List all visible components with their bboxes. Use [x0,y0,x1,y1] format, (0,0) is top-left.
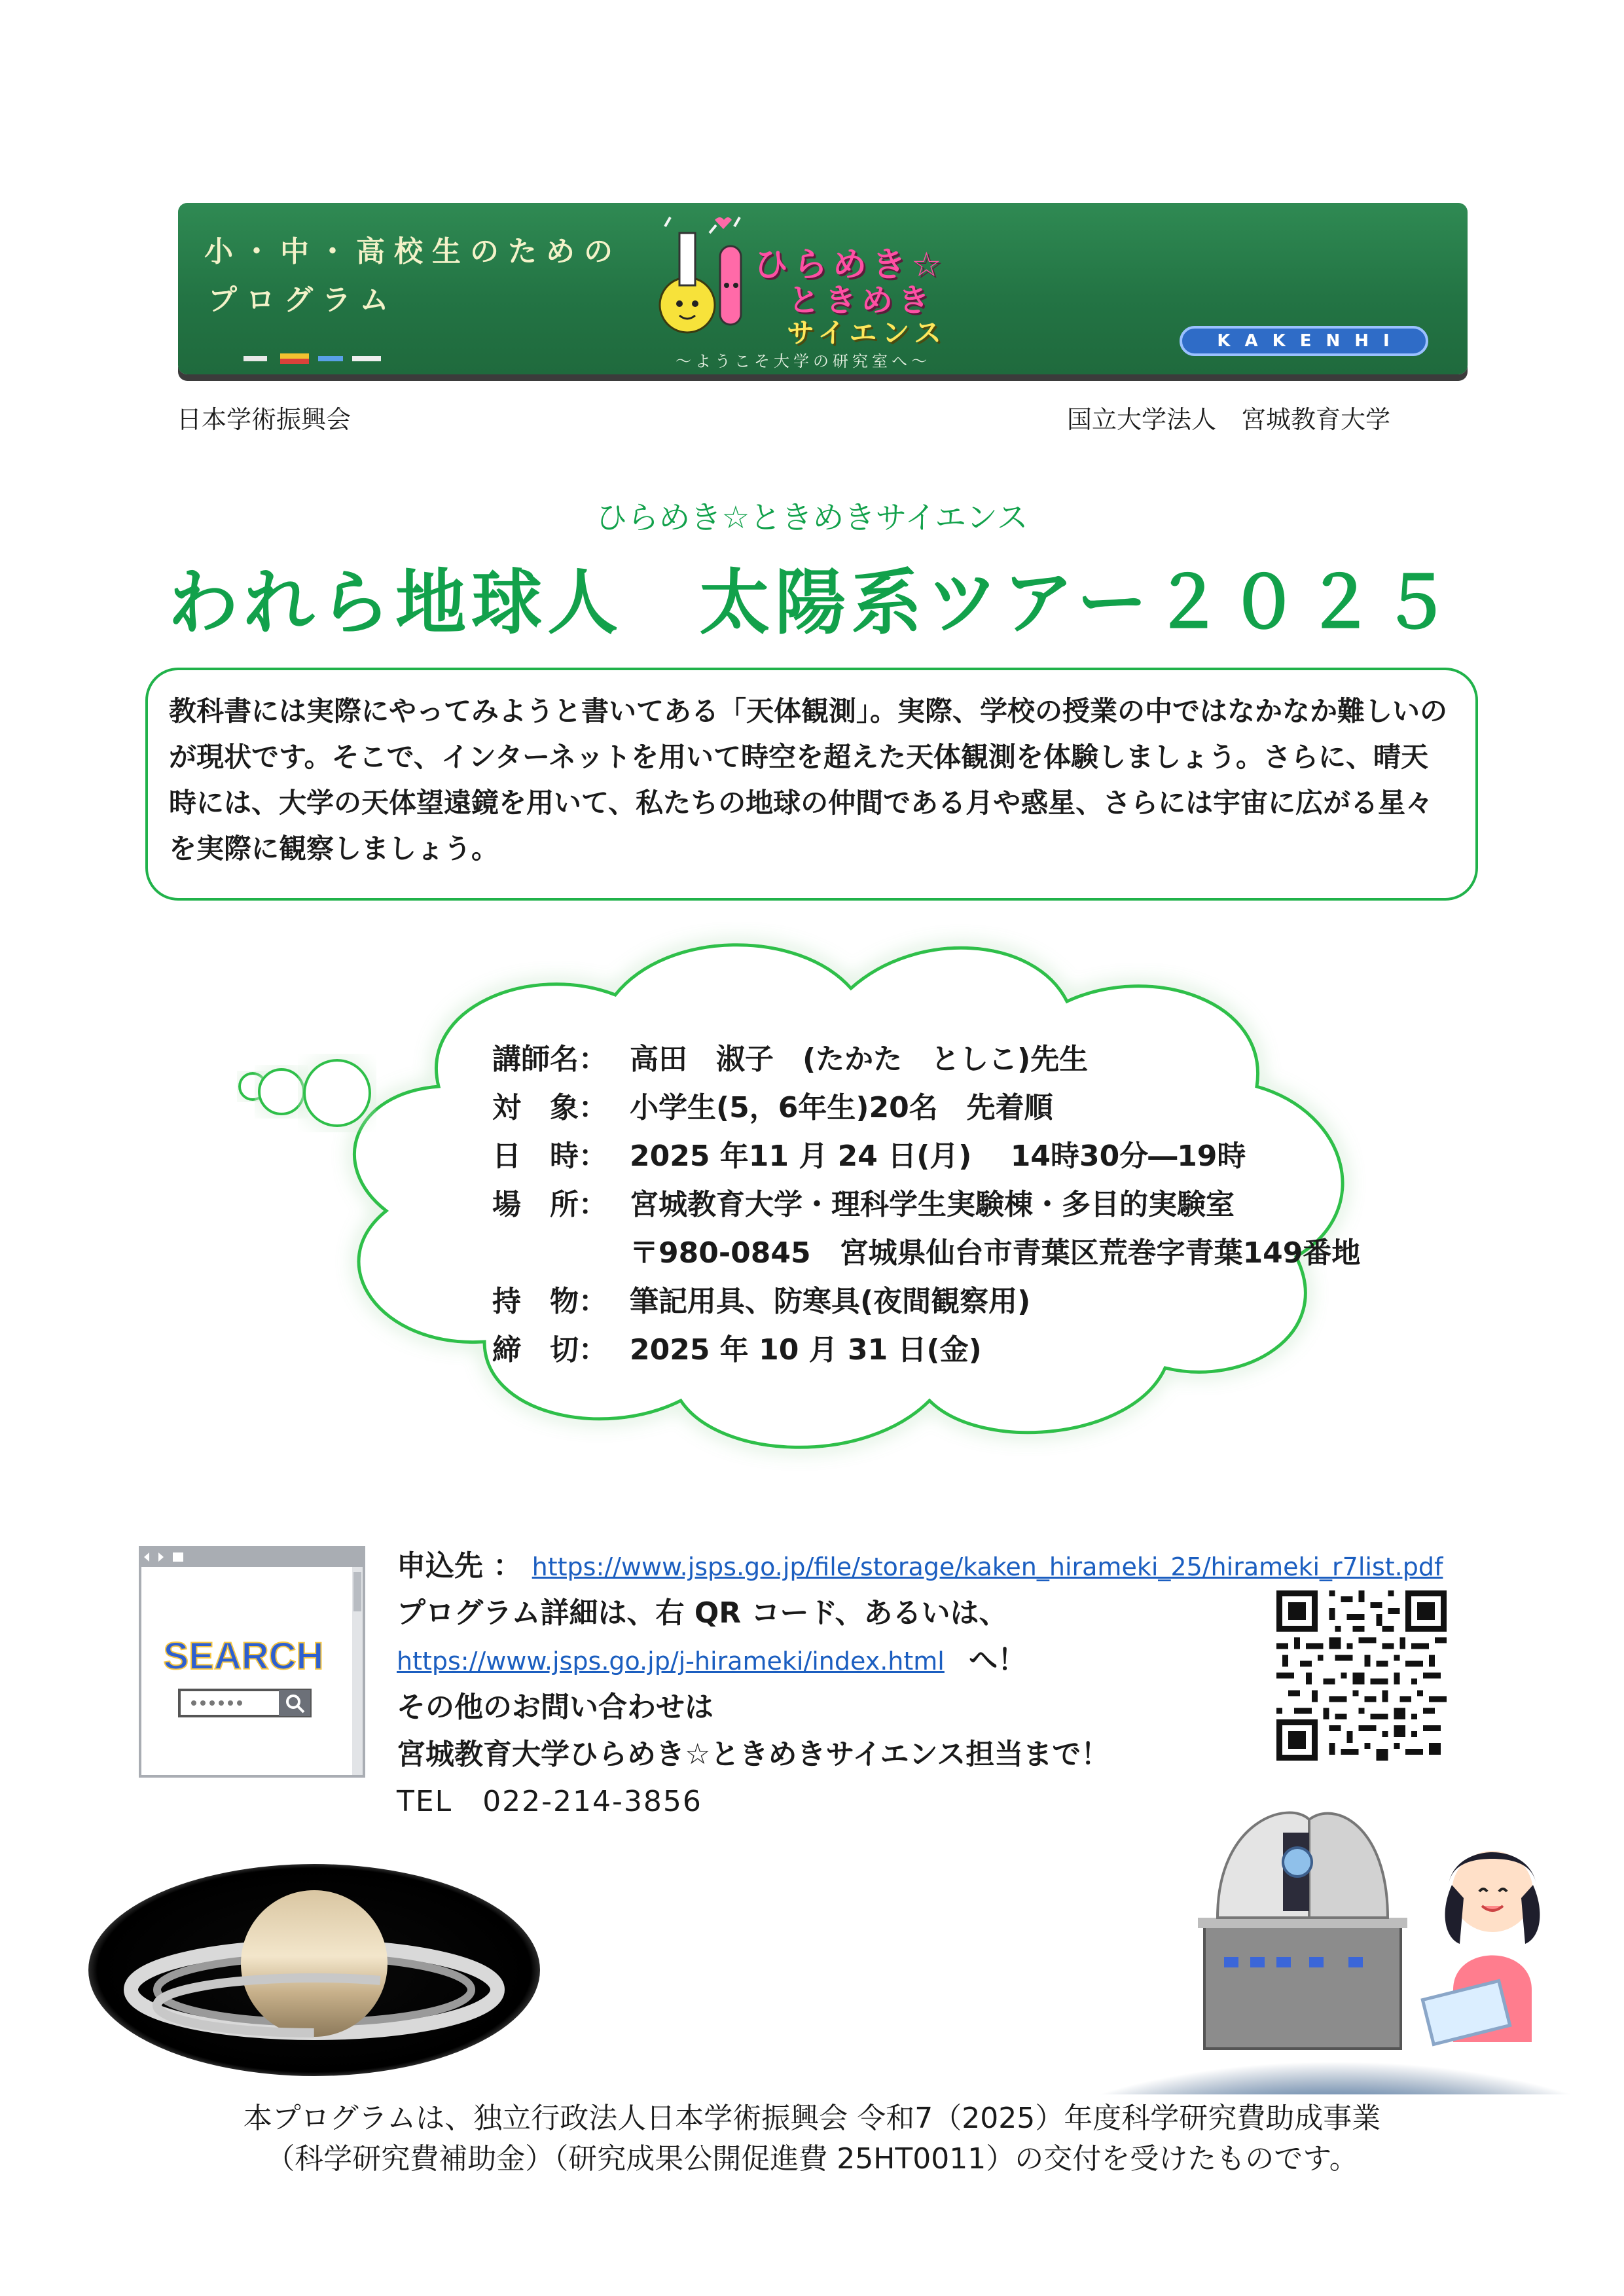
datetime-value: 2025 年11 月 24 日(月) 14時30分―19時 [630,1139,1246,1173]
detail-text: プログラム詳細は、右 QR コード、あるいは、 [397,1596,1008,1630]
address-value: 〒980-0845 宮城県仙台市青葉区荒巻字青葉149番地 [630,1236,1361,1270]
place-value: 宮城教育大学・理科学生実験棟・多目的実験室 [630,1188,1235,1221]
apply-link[interactable]: https://www.jsps.go.jp/file/storage/kaken_hirameki_25/hirameki_r7list.pdf [532,1552,1443,1581]
page-title: われら地球人 太陽系ツアー２０２５ [168,563,1456,642]
logo-tokimeki: ときめき [788,282,935,319]
address-row [630,1229,1360,1271]
items-row [492,1278,1030,1319]
logo-hirameki: ひらめき☆ [754,245,947,285]
datetime-row [492,1132,1246,1174]
items-label: 持 物： [492,1285,607,1318]
place-row [492,1181,1235,1223]
detail-link[interactable]: https://www.jsps.go.jp/j-hirameki/index.html [397,1647,945,1676]
place-label: 場 所： [492,1188,607,1221]
datetime-label: 日 時： [492,1139,607,1173]
kakenhi-badge: KAKENHI [1180,326,1428,356]
funding-note-line-2: （科学研究費補助金）（研究成果公開促進費 25HT0011）の交付を受けたものです。 [266,2142,1358,2176]
banner-audience-line: 小・中・高校生のための [204,235,622,268]
funding-note-line-1: 本プログラムは、独立行政法人日本学術振興会 令和7（2025）年度科学研究費助成事業 [243,2102,1381,2135]
organizer-jsps: 日本学術振興会 [177,405,352,434]
logo-science: サイエンス [787,317,947,349]
lecturer-row [492,1035,1088,1077]
target-row [492,1084,1053,1126]
apply-label: 申込先 ： [397,1549,522,1583]
target-value: 小学生(5，6年生)20名 先着順 [630,1091,1053,1124]
organizer-university: 国立大学法人 宮城教育大学 [1067,405,1391,434]
banner-program-line: プログラム [208,283,398,317]
search-browser-illustration [139,1546,365,1778]
tel-number: TEL 022-214-3856 [397,1785,702,1818]
program-subtitle: ひらめき☆ときめきサイエンス [596,499,1028,536]
lecturer-value: 高田 淑子 (たかた としこ)先生 [630,1043,1089,1076]
flask-mascots-icon [649,207,754,344]
deadline-value: 2025 年 10 月 31 日(金) [630,1333,982,1367]
program-banner [178,203,1468,374]
contact-line-1: その他のお問い合わせは [397,1691,713,1724]
observatory-illustration [1074,1793,1597,2094]
intro-text: 教科書には実際にやってみようと書いてある「天体観測」。実際、学校の授業の中ではなかなか難しいのが現状です。そこで、インターネットを用いて時空を超えた天体観測を体験しましょう。さらに、晴天時には、大学の天体望遠鏡を用いて、私たちの地球の仲間である月や惑星、さらには宇宙に広がる星々を実際に観察しましょう。 [169,695,1448,865]
saturn-illustration [79,1859,550,2081]
deadline-label: 締 切： [492,1333,607,1367]
search-word: SEARCH [163,1635,324,1677]
lecturer-label: 講師名： [492,1043,607,1076]
items-value: 筆記用具、防寒具(夜間観察用) [630,1285,1031,1318]
detail-row [397,1636,1026,1678]
apply-row [397,1542,1443,1584]
logo-welcome-text: 〜ようこそ大学の研究室へ〜 [676,352,931,370]
qr-code-icon[interactable] [1276,1590,1447,1761]
chalk-marks-icon [244,352,401,365]
target-label: 対 象： [492,1091,607,1124]
contact-line-2: 宮城教育大学ひらめき☆ときめきサイエンス担当まで！ [397,1738,1110,1771]
detail-suffix: へ！ [969,1643,1027,1677]
deadline-row [492,1326,982,1368]
